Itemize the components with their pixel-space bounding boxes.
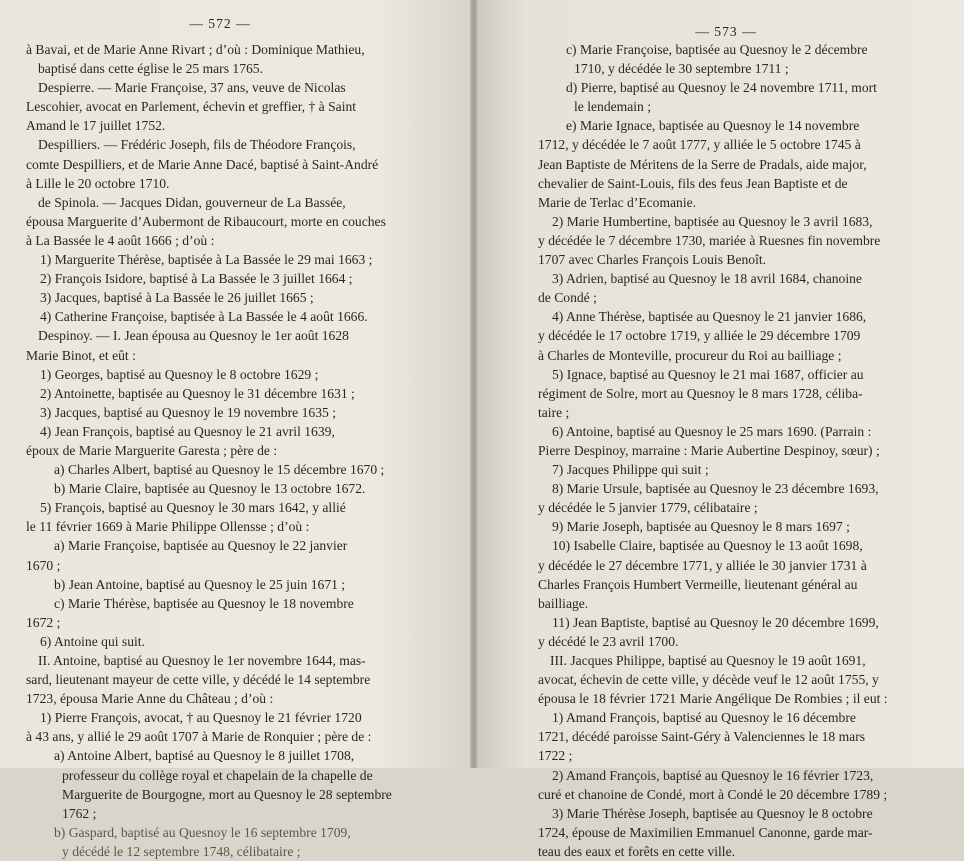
text-line: 1670 ; bbox=[26, 557, 61, 573]
text-line: y décédée le 5 janvier 1779, célibataire ; bbox=[538, 500, 758, 516]
text-line: 1723, épousa Marie Anne du Château ; d’où : bbox=[26, 691, 274, 707]
text-line: comte Despilliers, et de Marie Anne Dacé, baptisé à Saint-André bbox=[26, 156, 379, 172]
list-item: 2) Amand François, baptisé au Quesnoy le 16 février 1723, bbox=[552, 767, 874, 783]
left-page-text bbox=[26, 40, 414, 861]
list-item: 3) Adrien, baptisé au Quesnoy le 18 avril 1684, chanoine bbox=[552, 271, 862, 287]
text-line: 1712, y décédée le 7 août 1777, y alliée le 5 octobre 1745 à bbox=[538, 137, 861, 153]
list-item: 2) Marie Humbertine, baptisée au Quesnoy le 3 avril 1683, bbox=[552, 213, 873, 229]
text-line: y décédée le 17 octobre 1719, y alliée le 29 décembre 1709 bbox=[538, 328, 861, 344]
text-line: Amand le 17 juillet 1752. bbox=[26, 118, 166, 134]
list-item: 1) Georges, baptisé au Quesnoy le 8 octobre 1629 ; bbox=[40, 366, 319, 382]
entry-heading-line: Despierre. — Marie Françoise, 37 ans, veuve de Nicolas bbox=[38, 80, 346, 96]
text-line: régiment de Solre, mort au Quesnoy le 8 mars 1728, céliba- bbox=[538, 385, 863, 401]
list-item: 2) Antoinette, baptisée au Quesnoy le 31 décembre 1631 ; bbox=[40, 385, 355, 401]
text-line: 1762 ; bbox=[62, 805, 97, 821]
text-line: épousa Marguerite d’Aubermont de Ribaucourt, morte en couches bbox=[26, 213, 386, 229]
text-line: 1724, épouse de Maximilien Emmanuel Canonne, garde mar- bbox=[538, 824, 873, 840]
text-line: à Lille le 20 octobre 1710. bbox=[26, 175, 170, 191]
list-item: 8) Marie Ursule, baptisée au Quesnoy le 23 décembre 1693, bbox=[552, 481, 879, 497]
sub-list-item: d) Pierre, baptisé au Quesnoy le 24 novembre 1711, mort bbox=[566, 80, 877, 96]
text-line: Jean Baptiste de Méritens de la Serre de Pradals, aide major, bbox=[538, 156, 867, 172]
right-page-text bbox=[538, 40, 914, 861]
text-line: à La Bassée le 4 août 1666 ; d’où : bbox=[26, 232, 215, 248]
entry-heading-line: Despilliers. — Frédéric Joseph, fils de Théodore François, bbox=[38, 137, 356, 153]
list-item: 4) Jean François, baptisé au Quesnoy le 21 avril 1639, bbox=[40, 423, 335, 439]
text-line: à 43 ans, y allié le 29 août 1707 à Marie de Ronquier ; père de : bbox=[26, 729, 372, 745]
text-line: y décédée le 27 décembre 1771, y alliée le 30 janvier 1731 à bbox=[538, 557, 867, 573]
text-line: de Condé ; bbox=[538, 290, 597, 306]
sub-list-item: a) Charles Albert, baptisé au Quesnoy le 15 décembre 1670 ; bbox=[54, 462, 385, 478]
text-line: Marie Binot, et eût : bbox=[26, 347, 136, 363]
entry-heading-line: de Spinola. — Jacques Didan, gouverneur de La Bassée, bbox=[38, 194, 346, 210]
text-line: 1710, y décédée le 30 septembre 1711 ; bbox=[574, 61, 789, 77]
text-line: Charles François Humbert Vermeille, lieutenant général au bbox=[538, 576, 858, 592]
list-item: 4) Catherine Françoise, baptisée à La Bassée le 4 août 1666. bbox=[40, 309, 368, 325]
text-line: Pierre Despinoy, marraine : Marie Aubertine Despinoy, sœur) ; bbox=[538, 442, 880, 458]
sub-list-item: b) Marie Claire, baptisée au Quesnoy le 13 octobre 1672. bbox=[54, 481, 366, 497]
list-item: 5) Ignace, baptisé au Quesnoy le 21 mai 1687, officier au bbox=[552, 366, 864, 382]
text-line: sard, lieutenant mayeur de cette ville, y décédé le 14 septembre bbox=[26, 672, 371, 688]
text-line: épousa le 18 février 1721 Marie Angélique De Rombies ; il eut : bbox=[538, 691, 888, 707]
list-item: 9) Marie Joseph, baptisée au Quesnoy le 8 mars 1697 ; bbox=[552, 519, 850, 535]
sub-list-item: c) Marie Françoise, baptisée au Quesnoy le 2 décembre bbox=[566, 42, 868, 57]
text-line: bailliage. bbox=[538, 595, 589, 611]
text-line: à Charles de Monteville, procureur du Roi au bailliage ; bbox=[538, 347, 842, 363]
left-page bbox=[0, 0, 470, 859]
generation-heading-line: III. Jacques Philippe, baptisé au Quesnoy le 19 août 1691, bbox=[550, 653, 866, 668]
text-line: à Bavai, et de Marie Anne Rivart ; d’où : Dominique Mathieu, bbox=[26, 42, 365, 57]
text-line: 1721, décédé paroisse Saint-Géry à Valenciennes le 18 mars bbox=[538, 729, 866, 745]
text-line: 1707 avec Charles François Louis Benoît. bbox=[538, 252, 767, 268]
sub-list-item: c) Marie Thérèse, baptisée au Quesnoy le 18 novembre bbox=[54, 595, 354, 611]
text-line: 1672 ; bbox=[26, 614, 61, 630]
text-line: le lendemain ; bbox=[574, 99, 652, 115]
list-item: 1) Marguerite Thérèse, baptisée à La Bassée le 29 mai 1663 ; bbox=[40, 252, 373, 268]
right-page bbox=[478, 0, 964, 859]
text-line: Lescohier, avocat en Parlement, échevin et greffier, † à Saint bbox=[26, 99, 357, 115]
text-line: y décédé le 12 septembre 1748, célibataire ; bbox=[62, 843, 301, 859]
list-item: 4) Anne Thérèse, baptisée au Quesnoy le 21 janvier 1686, bbox=[552, 309, 867, 325]
left-page-number: — 572 — bbox=[189, 16, 251, 31]
list-item: 3) Jacques, baptisé au Quesnoy le 19 novembre 1635 ; bbox=[40, 404, 336, 420]
text-line: y décédé le 23 avril 1700. bbox=[538, 633, 679, 649]
list-item: 2) François Isidore, baptisé à La Bassée le 3 juillet 1664 ; bbox=[40, 271, 353, 287]
list-item: 3) Marie Thérèse Joseph, baptisée au Quesnoy le 8 octobre bbox=[552, 805, 873, 821]
list-item: 7) Jacques Philippe qui suit ; bbox=[552, 462, 709, 478]
text-line: avocat, échevin de cette ville, y décède veuf le 12 août 1755, y bbox=[538, 672, 879, 688]
list-item: 6) Antoine qui suit. bbox=[40, 633, 145, 649]
text-line: Marguerite de Bourgogne, mort au Quesnoy le 28 septembre bbox=[62, 786, 392, 802]
right-page-number: — 573 — bbox=[695, 24, 757, 39]
text-line: taire ; bbox=[538, 404, 570, 420]
list-item: 1) Amand François, baptisé au Quesnoy le 16 décembre bbox=[552, 710, 856, 726]
text-line: professeur du collège royal et chapelain de la chapelle de bbox=[62, 767, 373, 783]
list-item: 1) Pierre François, avocat, † au Quesnoy le 21 février 1720 bbox=[40, 710, 362, 726]
list-item: 10) Isabelle Claire, baptisée au Quesnoy le 13 août 1698, bbox=[552, 538, 863, 554]
generation-heading-line: II. Antoine, baptisé au Quesnoy le 1er novembre 1644, mas- bbox=[38, 653, 366, 668]
text-line: baptisé dans cette église le 25 mars 1765. bbox=[38, 61, 263, 77]
text-line: le 11 février 1669 à Marie Philippe Ollensse ; d’où : bbox=[26, 519, 310, 535]
list-item: 11) Jean Baptiste, baptisé au Quesnoy le 20 décembre 1699, bbox=[552, 614, 879, 630]
text-line: 1722 ; bbox=[538, 748, 573, 764]
sub-list-item: e) Marie Ignace, baptisée au Quesnoy le 14 novembre bbox=[566, 118, 860, 134]
sub-list-item: b) Jean Antoine, baptisé au Quesnoy le 25 juin 1671 ; bbox=[54, 576, 346, 592]
text-line: teau des eaux et forêts en cette ville. bbox=[538, 843, 736, 859]
sub-list-item: a) Antoine Albert, baptisé au Quesnoy le 8 juillet 1708, bbox=[54, 748, 355, 764]
sub-list-item: a) Marie Françoise, baptisée au Quesnoy le 22 janvier bbox=[54, 538, 348, 554]
text-line: époux de Marie Marguerite Garesta ; père de : bbox=[26, 442, 278, 458]
list-item: 6) Antoine, baptisé au Quesnoy le 25 mars 1690. (Parrain : bbox=[552, 423, 872, 439]
text-line: y décédée le 7 décembre 1730, mariée à Ruesnes fin novembre bbox=[538, 232, 881, 248]
book-gutter bbox=[470, 0, 478, 768]
list-item: 3) Jacques, baptisé à La Bassée le 26 juillet 1665 ; bbox=[40, 290, 314, 306]
text-line: curé et chanoine de Condé, mort à Condé le 20 décembre 1789 ; bbox=[538, 786, 888, 802]
text-line: Marie de Terlac d’Ecomanie. bbox=[538, 194, 697, 210]
text-line: chevalier de Saint-Louis, fils des feus Jean Baptiste et de bbox=[538, 175, 848, 191]
list-item: 5) François, baptisé au Quesnoy le 30 mars 1642, y allié bbox=[40, 500, 346, 516]
entry-heading-line: Despinoy. — I. Jean épousa au Quesnoy le 1er août 1628 bbox=[38, 328, 349, 344]
sub-list-item: b) Gaspard, baptisé au Quesnoy le 16 septembre 1709, bbox=[54, 824, 351, 840]
